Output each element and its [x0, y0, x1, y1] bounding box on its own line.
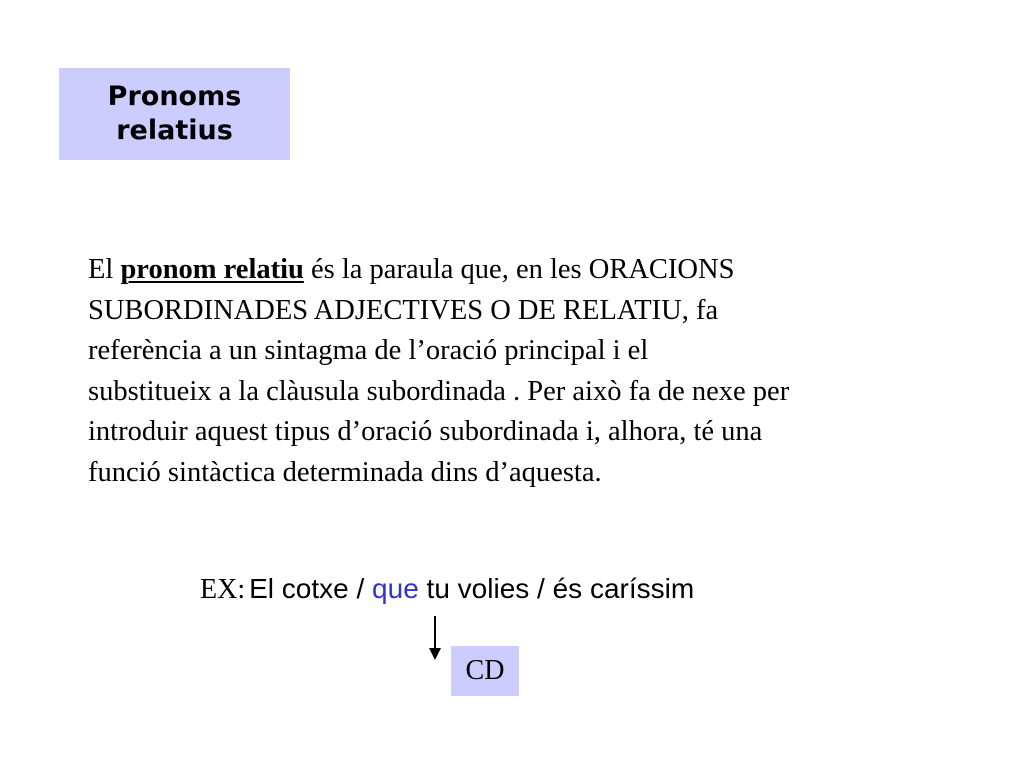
down-arrow-icon [427, 616, 443, 660]
definition-line-1-start: El [88, 254, 121, 285]
definition-line-1-end: és la paraula que, en les ORACIONS [303, 254, 735, 285]
relative-pronoun: que [372, 573, 419, 604]
definition-paragraph [88, 250, 968, 493]
syntactic-function-label: CD [465, 655, 505, 686]
example-part-1: El cotxe / [249, 573, 373, 604]
definition-line-5: introduir aquest tipus d’oració subordinada i, alhora, té una [88, 416, 763, 447]
example-text [249, 573, 694, 604]
definition-line-2: SUBORDINADES ADJECTIVES O DE RELATIU, fa [88, 294, 719, 326]
example-sentence [200, 573, 694, 606]
title-line-1: Pronoms [107, 81, 242, 112]
example-part-2: tu volies / és caríssim [418, 573, 695, 604]
example-label: EX: [200, 574, 246, 605]
syntactic-function-box [451, 646, 519, 696]
defined-term: pronom relatiu [120, 254, 304, 285]
definition-line-6: funció sintàctica determinada dins d’aquesta. [88, 456, 602, 488]
definition-line-1 [88, 250, 968, 291]
title-box [59, 68, 290, 160]
definition-line-3: referència a un sintagma de l’oració principal i el [88, 335, 649, 366]
title-line-2: relatius [116, 115, 233, 146]
definition-line-4: substitueix a la clàusula subordinada . Per això fa de nexe per [88, 375, 790, 407]
